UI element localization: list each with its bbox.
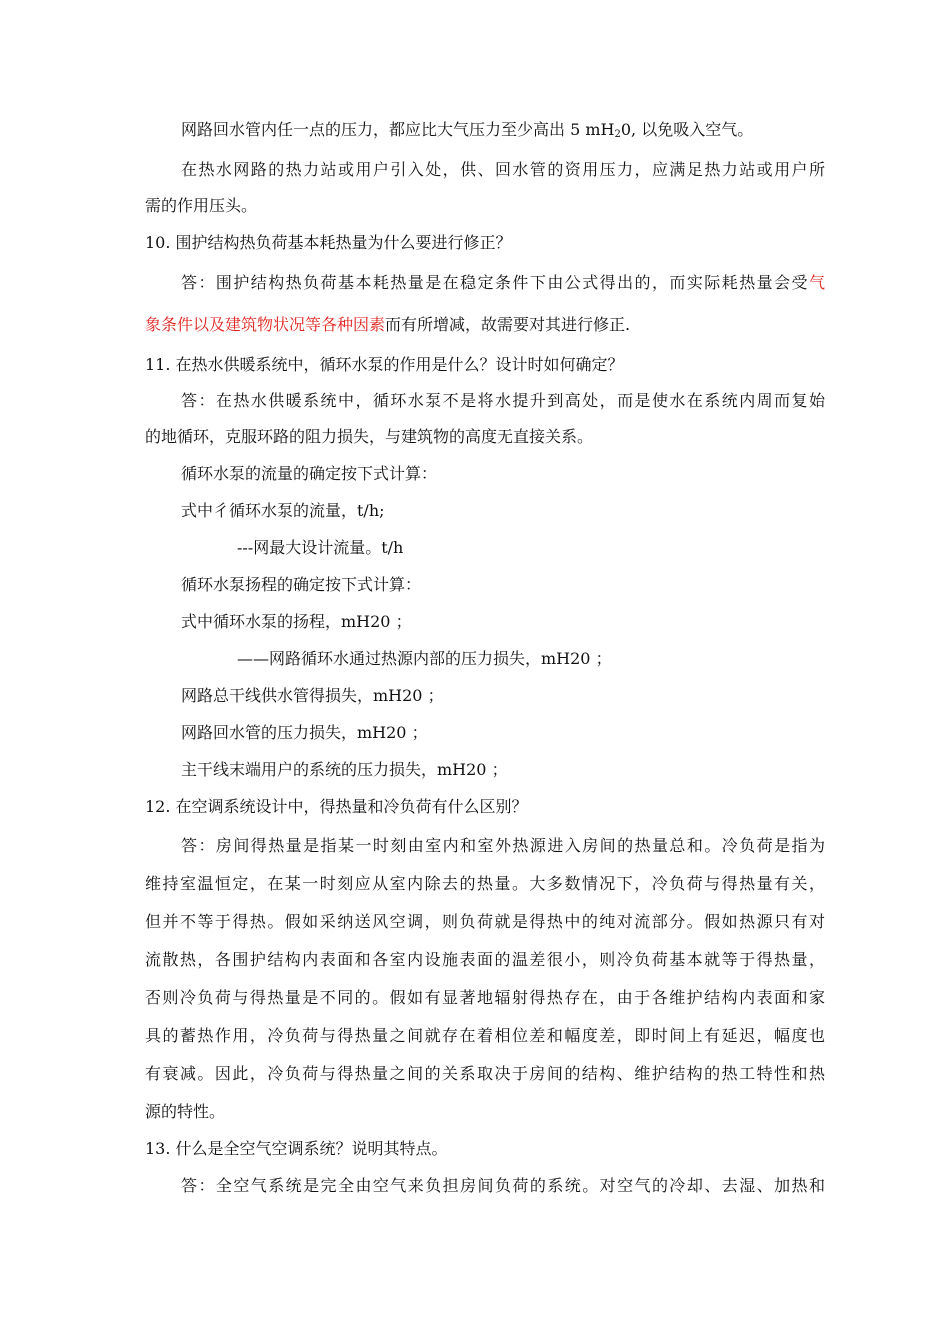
paragraph-line: 的地循环，克服环路的阻力损失，与建筑物的高度无直接关系。 xyxy=(145,427,594,446)
paragraph-line: 式中彳循环水泵的流量，t/h; xyxy=(181,501,385,520)
paragraph-line: 答：全空气系统是完全由空气来负担房间负荷的系统。对空气的冷却、去湿、加热和 xyxy=(181,1176,825,1195)
paragraph-line: 流散热，各围护结构内表面和各室内设施表面的温差很小，则冷负荷基本就等于得热量， xyxy=(145,950,825,969)
paragraph-line: 答：房间得热量是指某一时刻由室内和室外热源进入房间的热量总和。冷负荷是指为 xyxy=(181,836,825,855)
paragraph-line: 网路总干线供水管得损失，mH20 ； xyxy=(181,686,444,705)
text-run: 网路回水管内任一点的压力，都应比大气压力至少高出 5 mH xyxy=(181,120,615,139)
paragraph-line: ---网最大设计流量。t/h xyxy=(237,538,404,557)
paragraph-line: 需的作用压头。 xyxy=(145,196,258,215)
question-heading: 11. 在热水供暖系统中，循环水泵的作用是什么？设计时如何确定？ xyxy=(145,355,624,374)
question-heading: 13. 什么是全空气空调系统？说明其特点。 xyxy=(145,1139,448,1158)
paragraph-line: 有衰减。因此，冷负荷与得热量之间的关系取决于房间的结构、维护结构的热工特性和热 xyxy=(145,1064,825,1083)
paragraph-line xyxy=(181,271,825,295)
paragraph-line xyxy=(145,313,825,337)
text-run: 答：围护结构热负荷基本耗热量是在稳定条件下由公式得出的，而实际耗热量会受 xyxy=(181,273,809,292)
paragraph-line: ——网路循环水通过热源内部的压力损失，mH20 ； xyxy=(237,649,612,668)
highlighted-text: 气 xyxy=(808,273,825,292)
paragraph-line: 但并不等于得热。假如采纳送风空调，则负荷就是得热中的纯对流部分。假如热源只有对 xyxy=(145,912,825,931)
paragraph-line: 维持室温恒定，在某一时刻应从室内除去的热量。大多数情况下，冷负荷与得热量有关， xyxy=(145,874,825,893)
subscript: 2 xyxy=(614,129,621,140)
paragraph-line: 主干线末端用户的系统的压力损失，mH20 ； xyxy=(181,760,508,779)
paragraph-line: 网路回水管的压力损失，mH20 ； xyxy=(181,723,428,742)
paragraph-line: 式中循环水泵的扬程，mH20 ； xyxy=(181,612,412,631)
text-run: 0, 以免吸入空气。 xyxy=(620,120,754,139)
paragraph-line: 答：在热水供暖系统中，循环水泵不是将水提升到高处，而是使水在系统内周而复始 xyxy=(181,391,825,410)
highlighted-text: 象条件以及建筑物状况等各种因素 xyxy=(145,315,386,334)
paragraph-line: 否则冷负荷与得热量是不同的。假如有显著地辐射得热存在，由于各维护结构内表面和家 xyxy=(145,988,825,1007)
paragraph-line: 源的特性。 xyxy=(145,1102,226,1121)
question-heading: 10. 围护结构热负荷基本耗热量为什么要进行修正？ xyxy=(145,233,512,252)
text-run: 而有所增减，故需要对其进行修正. xyxy=(385,315,631,334)
paragraph-line: 循环水泵扬程的确定按下式计算： xyxy=(181,575,422,594)
question-heading: 12. 在空调系统设计中，得热量和冷负荷有什么区别？ xyxy=(145,797,528,816)
paragraph-line xyxy=(181,118,825,142)
paragraph-line: 具的蓄热作用，冷负荷与得热量之间就存在着相位差和幅度差，即时间上有延迟，幅度也 xyxy=(145,1026,825,1045)
paragraph-line: 在热水网路的热力站或用户引入处，供、回水管的资用压力，应满足热力站或用户所 xyxy=(181,160,825,179)
paragraph-line: 循环水泵的流量的确定按下式计算： xyxy=(181,464,438,483)
